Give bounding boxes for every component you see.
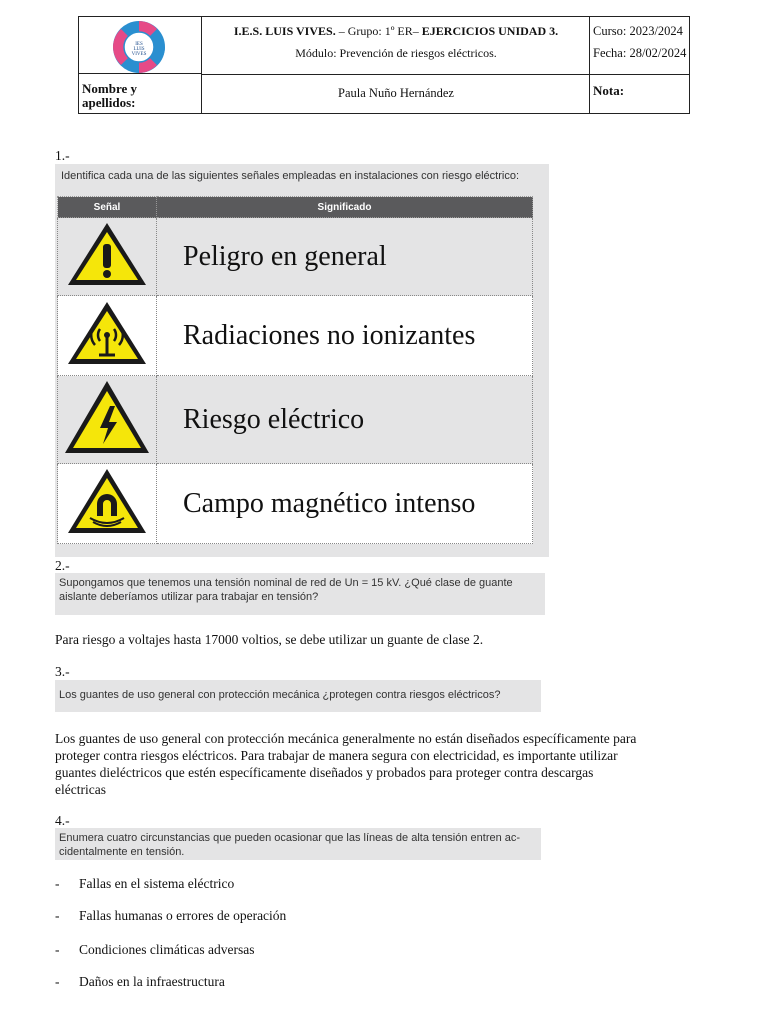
question-2-number: 2.- (55, 558, 70, 573)
meaning-cell: Radiaciones no ionizantes (157, 296, 533, 376)
header-module: Módulo: Prevención de riesgos eléctricos. (295, 46, 497, 60)
question-3-prompt: Los guantes de uso general con protección mecánica ¿protegen contra riesgos eléctricos? (55, 680, 541, 712)
non-ionizing-radiation-icon (65, 299, 149, 367)
header-curso: Curso: 2023/2024 (593, 24, 683, 38)
svg-text:LUIS: LUIS (133, 47, 145, 52)
col-meaning-header: Significado (157, 197, 533, 218)
meaning-cell: Riesgo eléctrico (157, 376, 533, 464)
header-table (78, 16, 690, 114)
question-1-figure (55, 164, 549, 557)
exclamation-warning-icon (65, 220, 149, 288)
list-item: - Daños en la infraestructura (55, 974, 225, 989)
grade-label: Nota: (593, 83, 625, 98)
question-3-number: 3.- (55, 664, 70, 679)
list-item: - Fallas humanas o errores de operación (55, 908, 287, 923)
question-3-answer: Los guantes de uso general con protección mecánica generalmente no están diseñados específicamente para proteger contra riesgos eléctricos. Para trabajar de manera segura con electricidad, es importante utilizar guantes dieléctricos que estén específicamente diseñados y probados para proteger contra descargas eléctricas (55, 731, 637, 797)
question-1-number: 1.- (55, 148, 70, 163)
header-title: I.E.S. LUIS VIVES. – Grupo: 1º ER– EJERCICIOS UNIDAD 3. (233, 24, 559, 38)
question-1-prompt: Identifica cada una de las siguientes señales empleadas en instalaciones con riesgo eléctrico: (61, 170, 520, 182)
table-row (58, 376, 533, 464)
header-fecha: Fecha: 28/02/2024 (593, 46, 687, 60)
list-item: - Fallas en el sistema eléctrico (55, 876, 235, 891)
magnetic-field-icon (65, 466, 149, 536)
question-4-number: 4.- (55, 813, 70, 828)
col-signal-header: Señal (58, 197, 157, 218)
svg-text:IES: IES (135, 42, 143, 47)
svg-text:VIVES: VIVES (131, 52, 147, 57)
table-row (58, 296, 533, 376)
question-2-answer: Para riesgo a voltajes hasta 17000 voltios, se debe utilizar un guante de clase 2. (55, 632, 484, 647)
school-logo (107, 19, 171, 75)
table-row (58, 218, 533, 296)
electric-risk-icon (62, 378, 152, 456)
question-2-prompt: Supongamos que tenemos una tensión nominal de red de Un = 15 kV. ¿Qué clase de guante aislante deberíamos utilizar para trabajar en tensión? (55, 573, 545, 615)
meaning-cell: Peligro en general (157, 218, 533, 296)
meaning-cell: Campo magnético intenso (157, 464, 533, 544)
question-4-prompt: Enumera cuatro circunstancias que pueden ocasionar que las líneas de alta tensión entren ac- cidentalmente en tensión. (55, 828, 541, 860)
table-row (58, 464, 533, 544)
student-name: Paula Nuño Hernández (338, 86, 454, 100)
signals-table (57, 196, 533, 544)
name-label: Nombre y apellidos: (82, 81, 138, 110)
list-item: - Condiciones climáticas adversas (55, 942, 255, 957)
